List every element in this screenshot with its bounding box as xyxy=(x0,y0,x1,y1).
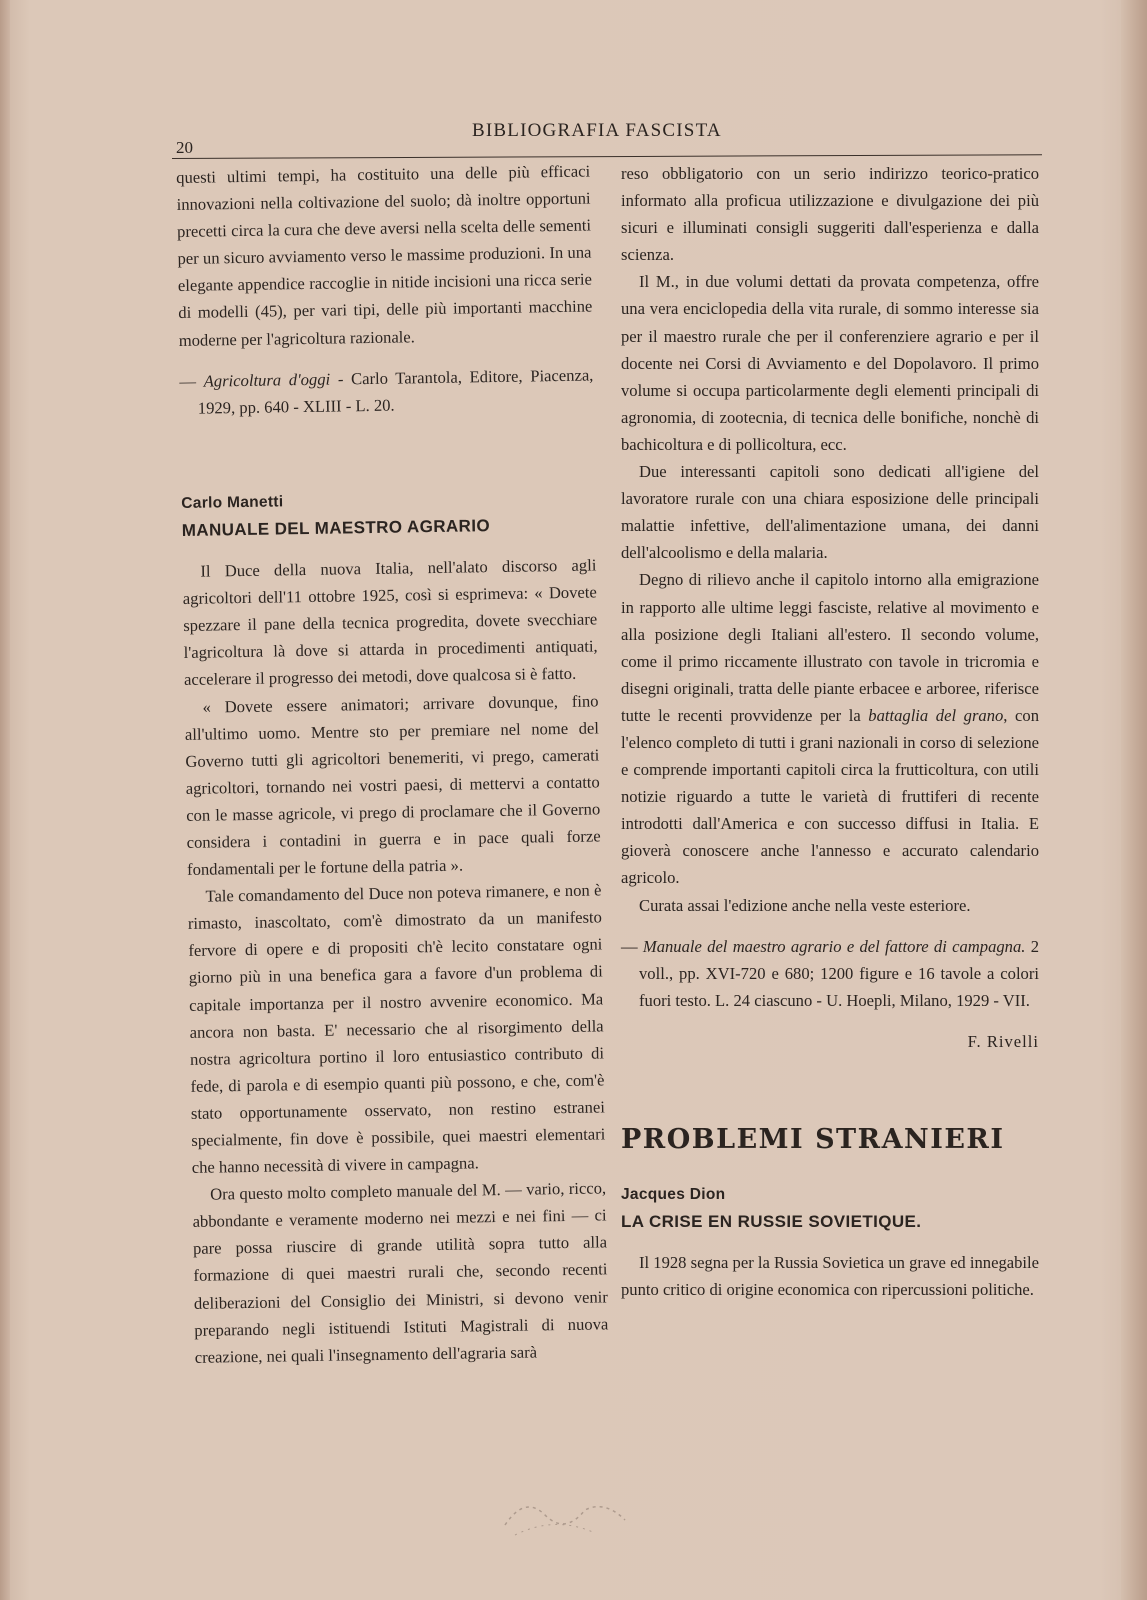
right-paragraph-5: Curata assai l'edizione anche nella veste esteriore. xyxy=(639,895,971,915)
review-book-title: MANUALE DEL MAESTRO AGRARIO xyxy=(181,516,491,540)
left-paragraph-5: Ora questo molto completo manuale del M. — vario, ricco, abbondante e veramente moderno nei mezzi e nei fini — ci pare possa riuscire di grande utilità sopra tutto alla formazione di quei maestri rurali che, secondo recenti deliberazioni del Consiglio dei Ministri, si devono venir preparando negli istituendi Istituti Magistrali di nuova creazione, nei quali l'insegnamento dell'agraria sarà xyxy=(192,1178,609,1367)
section-heading: PROBLEMI STRANIERI xyxy=(621,1124,1005,1155)
citation-title: Manuale del maestro agrario e del fattore di campagna. xyxy=(642,936,1026,956)
page-edge-right xyxy=(1121,0,1147,1600)
review-book-title: LA CRISE EN RUSSIE SOVIETIQUE. xyxy=(621,1212,922,1232)
faded-stamp-mark xyxy=(495,1485,655,1545)
header-rule xyxy=(172,154,1042,159)
right-paragraph-1: reso obbligatorio con un serio indirizzo teorico-pratico informato alla proficua utilizzazione e divulgazione dei più sicuri e illuminati consigli suggeriti dall'esperienza e dalla scienza. xyxy=(621,164,1039,265)
review-signature: F. Rivelli xyxy=(967,1031,1039,1051)
page-header xyxy=(172,114,1042,157)
left-column xyxy=(176,157,609,1370)
battaglia-del-grano: battaglia del grano xyxy=(868,705,1004,725)
right-paragraph-4: Degno di rilievo anche il capitolo intorno alla emigrazione in rapporto alle ultime leggi fasciste, relative al movimento e alla posizione degli Italiani all'estero. Il secondo volume, come il primo riccamente illustrato con tavole in tricromia e disegni originali, tratta delle piante erbacee e arboree, riferisce tutte le recenti provvidenze per la battaglia del grano, con l'elenco completo di tutti i grani nazionali in corso di selezione e comprende importanti capitoli circa la frutticoltura, con utili notizie riguardo a tutte le varietà di fruttiferi di recente introdotti dall'America e con successo diffusi in Italia. E gioverà conoscere anche l'annesso e accurato calendario agricolo. xyxy=(621,570,1039,888)
review-author: Carlo Manetti xyxy=(181,493,284,512)
page-number: 20 xyxy=(176,138,193,157)
page-edge-left xyxy=(0,0,10,1600)
right-paragraph-6: Il 1928 segna per la Russia Sovietica un grave ed innegabile punto critico di origine economica con ripercussioni politiche. xyxy=(621,1253,1039,1300)
citation-agricoltura-doggi: — Agricoltura d'oggi - Carlo Tarantola, Editore, Piacenza, 1929, pp. 640 - XLIII - L. 20. xyxy=(179,365,594,418)
citation-title: Agricoltura d'oggi xyxy=(203,369,331,391)
running-title: BIBLIOGRAFIA FASCISTA xyxy=(472,120,722,141)
review-author: Jacques Dion xyxy=(621,1186,726,1203)
left-paragraph-3: « Dovete essere animatori; arrivare dovunque, fino all'ultimo uomo. Mentre sto per premiare nel nome del Governo tutti gli agricoltori benemeriti, vi prego, camerati agricoltori, tornando nei vostri paesi, di mettervi a contatto con le masse agricole, vi prego di proclamare che il Governo considera i contadini in guerra e in pace quali forze fondamentali per le fortune della patria ». xyxy=(184,690,601,879)
right-column xyxy=(621,160,1039,1303)
right-paragraph-2: Il M., in due volumi dettati da provata competenza, offre una vera enciclopedia della vita rurale, di sommo interesse sia per il maestro rurale che per il conferenziere agrario e per il docente nei Corsi di Avviamento e del Dopolavoro. Il primo volume si occupa particolarmente degli elementi principali di agronomia, di zootecnia, di tecnica delle bonifiche, nonchè di bachicoltura e di pollicoltura, ecc. xyxy=(621,272,1039,454)
left-paragraph-4: Tale comandamento del Duce non poteva rimanere, e non è rimasto, inascoltato, com'è dimostrato da un manifesto fervore di opere e di propositi ch'è lecito constatare ogni giorno più in una benefica gara a favore d'un problema di capitale importanza per il nostro avvenire economico. Ma ancora non basta. E' necessario che al risorgimento della nostra agricoltura portino il loro entusiastico contributo di fede, di parola e di esempio quanti più possono, e che, com'è stato opportunamente osservato, non restino estranei specialmente, fin dove è possibile, quei maestri elementari che hanno necessità di vivere in campagna. xyxy=(187,880,606,1177)
left-paragraph-2: Il Duce della nuova Italia, nell'alato discorso agli agricoltori dell'11 ottobre 1925, così si esprimeva: « Dovete spezzare il pane della tecnica progredita, dovete svecchiare l'agricoltura là dove si attarda in procedimenti antiquati, accelerare il progresso dei metodi, dove qualcosa si è fatto. xyxy=(182,555,598,690)
left-paragraph-1: questi ultimi tempi, ha costituito una delle più efficaci innovazioni nella coltivazione del suolo; dà inoltre opportuni precetti circa la cura che deve aversi nella scelta delle sementi per un sicuro avviamento verso le massime produzioni. In una elegante appendice raccoglie in nitide incisioni una ricca serie di modelli (45), per vari tipi, delle più importanti macchine moderne per l'agricoltura razionale. xyxy=(176,161,593,350)
right-paragraph-3: Due interessanti capitoli sono dedicati all'igiene del lavoratore rurale con una chiara esposizione delle principali malattie infettive, dell'alimentazione umana, dei danni dell'alcoolismo e della malaria. xyxy=(621,462,1039,563)
citation-manuale: — Manuale del maestro agrario e del fattore di campagna. 2 voll., pp. XVI-720 e 680; 1200 figure e 16 tavole a colori fuori testo. L. 24 ciascuno - U. Hoepli, Milano, 1929 - VII. xyxy=(621,936,1039,1010)
